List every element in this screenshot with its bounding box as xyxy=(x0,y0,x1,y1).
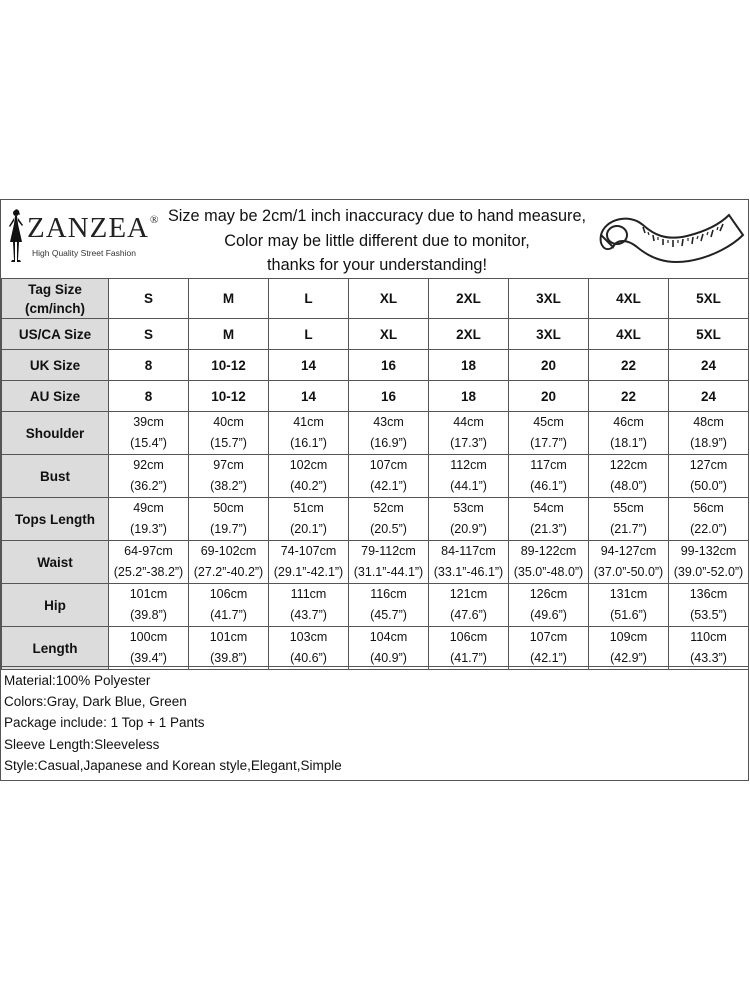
measure-inch: (21.3”) xyxy=(530,522,567,536)
measure-inch: (38.2”) xyxy=(210,479,247,493)
brand-tagline: High Quality Street Fashion xyxy=(32,248,136,258)
measure-cell xyxy=(109,627,189,670)
measure-cell xyxy=(669,455,749,498)
measure-inch: (43.7”) xyxy=(290,608,327,622)
measure-inch: (48.0”) xyxy=(610,479,647,493)
measure-cm: 51cm xyxy=(293,501,324,515)
measure-row xyxy=(2,412,749,455)
measure-cell xyxy=(269,541,349,584)
size-cell: 4XL xyxy=(589,279,669,319)
size-cell: 4XL xyxy=(589,319,669,350)
measure-cm: 92cm xyxy=(133,458,164,472)
measure-cm: 110cm xyxy=(690,630,727,644)
size-cell: XL xyxy=(349,319,429,350)
measure-inch: (40.9”) xyxy=(370,651,407,665)
measure-cell xyxy=(429,412,509,455)
measure-inch: (46.1”) xyxy=(530,479,567,493)
measure-cell xyxy=(509,584,589,627)
measure-cell xyxy=(269,498,349,541)
notice-line: Size may be 2cm/1 inch inaccuracy due to hand measure, xyxy=(167,207,587,225)
measure-cm: 40cm xyxy=(213,415,244,429)
row-label: UK Size xyxy=(2,350,109,381)
measure-inch: (19.3”) xyxy=(130,522,167,536)
measure-cell xyxy=(509,541,589,584)
measure-cell xyxy=(349,498,429,541)
measure-inch: (47.6”) xyxy=(450,608,487,622)
size-cell: L xyxy=(269,279,349,319)
measure-cell xyxy=(429,541,509,584)
measure-cell xyxy=(669,627,749,670)
measure-inch: (17.3”) xyxy=(450,436,487,450)
row-label: Bust xyxy=(2,455,109,498)
measure-inch: (15.7”) xyxy=(210,436,247,450)
measure-cell xyxy=(109,412,189,455)
measure-cell xyxy=(109,455,189,498)
measure-cell xyxy=(429,584,509,627)
measure-cell xyxy=(589,627,669,670)
measure-cell xyxy=(109,541,189,584)
measure-cm: 43cm xyxy=(373,415,404,429)
measure-cm: 79-112cm xyxy=(361,544,416,558)
measure-cell xyxy=(189,455,269,498)
measure-inch: (18.9”) xyxy=(690,436,727,450)
measure-inch: (50.0”) xyxy=(690,479,727,493)
measure-cm: 121cm xyxy=(449,587,488,601)
measure-cm: 41cm xyxy=(293,415,324,429)
size-cell: 2XL xyxy=(429,279,509,319)
measure-cell xyxy=(349,627,429,670)
measure-inch: (29.1”-42.1”) xyxy=(273,565,344,579)
measure-inch: (51.6”) xyxy=(610,608,647,622)
size-cell: 22 xyxy=(589,381,669,412)
measure-inch: (31.1”-44.1”) xyxy=(353,565,424,579)
measure-inch: (45.7”) xyxy=(370,608,407,622)
measure-cm: 39cm xyxy=(133,415,164,429)
measure-cm: 46cm xyxy=(613,415,644,429)
measure-inch: (16.1”) xyxy=(290,436,327,450)
measure-cell xyxy=(509,627,589,670)
measure-cm: 49cm xyxy=(133,501,164,515)
size-cell: M xyxy=(189,279,269,319)
row-label: Tops Length xyxy=(2,498,109,541)
measure-inch: (42.1”) xyxy=(530,651,567,665)
measure-cm: 106cm xyxy=(209,587,248,601)
row-label: Hip xyxy=(2,584,109,627)
size-cell: 24 xyxy=(669,381,749,412)
measure-cell xyxy=(349,455,429,498)
measure-inch: (44.1”) xyxy=(450,479,487,493)
size-cell: 3XL xyxy=(509,279,589,319)
measure-cm: 55cm xyxy=(613,501,644,515)
info-style: Style:Casual,Japanese and Korean style,Elegant,Simple xyxy=(4,757,342,773)
measure-inch: (39.0”-52.0”) xyxy=(673,565,744,579)
measure-cell xyxy=(589,412,669,455)
measure-cell xyxy=(669,412,749,455)
measure-cm: 74-107cm xyxy=(280,544,337,558)
measure-cm: 122cm xyxy=(609,458,648,472)
measure-cm: 56cm xyxy=(693,501,724,515)
measure-inch: (20.5”) xyxy=(370,522,407,536)
measure-inch: (49.6”) xyxy=(530,608,567,622)
size-cell: 10-12 xyxy=(189,381,269,412)
measure-inch: (42.9”) xyxy=(610,651,647,665)
row-label: US/CA Size xyxy=(2,319,109,350)
measure-cell xyxy=(189,412,269,455)
measure-cm: 99-132cm xyxy=(680,544,737,558)
measure-cm: 69-102cm xyxy=(200,544,257,558)
measure-cm: 107cm xyxy=(369,458,408,472)
measure-cm: 94-127cm xyxy=(600,544,657,558)
size-cell: 16 xyxy=(349,381,429,412)
measure-cell xyxy=(669,584,749,627)
size-cell: 20 xyxy=(509,381,589,412)
measure-cm: 136cm xyxy=(689,587,728,601)
measure-inch: (21.7”) xyxy=(610,522,647,536)
measure-cm: 48cm xyxy=(693,415,724,429)
measure-cell xyxy=(429,498,509,541)
measure-row xyxy=(2,455,749,498)
measure-cm: 100cm xyxy=(129,630,168,644)
measure-inch: (27.2”-40.2”) xyxy=(193,565,264,579)
info-colors: Colors:Gray, Dark Blue, Green xyxy=(4,694,187,710)
measure-inch: (20.1”) xyxy=(290,522,327,536)
measure-cm: 84-117cm xyxy=(441,544,496,558)
info-material: Material:100% Polyester xyxy=(4,673,151,688)
measure-inch: (40.2”) xyxy=(290,479,327,493)
row-label-line: Tag Size xyxy=(28,281,82,297)
measure-cm: 104cm xyxy=(369,630,408,644)
size-cell: 22 xyxy=(589,350,669,381)
size-cell: XL xyxy=(349,279,429,319)
measure-cm: 54cm xyxy=(533,501,564,515)
chart-header xyxy=(1,200,748,279)
measure-cell xyxy=(349,584,429,627)
measure-inch: (22.0”) xyxy=(690,522,727,536)
notice-line: thanks for your understanding! xyxy=(267,256,487,274)
measure-cell xyxy=(589,455,669,498)
size-cell: S xyxy=(109,279,189,319)
size-cell: 10-12 xyxy=(189,350,269,381)
product-info xyxy=(1,666,748,781)
measure-cm: 131cm xyxy=(609,587,648,601)
measure-cm: 126cm xyxy=(529,587,568,601)
measure-inch: (53.5”) xyxy=(690,608,727,622)
measuring-tape-icon xyxy=(595,205,747,275)
measure-inch: (20.9”) xyxy=(450,522,487,536)
measure-inch: (40.6”) xyxy=(290,651,327,665)
size-row xyxy=(2,350,749,381)
measure-cell xyxy=(589,584,669,627)
measure-cell xyxy=(429,455,509,498)
row-label: Length xyxy=(2,627,109,670)
measure-cell xyxy=(269,455,349,498)
measure-cm: 127cm xyxy=(689,458,728,472)
measure-cm: 89-122cm xyxy=(520,544,577,558)
measure-inch: (42.1”) xyxy=(370,479,407,493)
size-chart xyxy=(0,199,749,781)
size-cell: 8 xyxy=(109,350,189,381)
measure-cm: 116cm xyxy=(370,587,407,601)
measure-cm: 53cm xyxy=(453,501,484,515)
measure-cell xyxy=(269,584,349,627)
notice-line: Color may be little different due to monitor, xyxy=(224,231,530,250)
measure-cm: 102cm xyxy=(289,458,328,472)
row-label: Shoulder xyxy=(2,412,109,455)
info-package: Package include: 1 Top + 1 Pants xyxy=(4,715,205,731)
measure-cell xyxy=(509,455,589,498)
measure-cell xyxy=(669,541,749,584)
measure-cm: 97cm xyxy=(213,458,244,472)
tag-size-row xyxy=(2,279,749,319)
row-label: Waist xyxy=(2,541,109,584)
measure-cell xyxy=(429,627,509,670)
size-cell: 20 xyxy=(509,350,589,381)
measure-inch: (16.9”) xyxy=(370,436,407,450)
measure-inch: (15.4”) xyxy=(130,436,167,450)
size-cell: 24 xyxy=(669,350,749,381)
measure-row xyxy=(2,584,749,627)
row-label-line: (cm/inch) xyxy=(24,300,85,316)
measure-cell xyxy=(109,584,189,627)
measure-inch: (41.7”) xyxy=(210,608,247,622)
size-table xyxy=(1,278,749,670)
measure-inch: (39.8”) xyxy=(210,651,247,665)
row-label xyxy=(2,279,109,319)
measure-cell xyxy=(509,498,589,541)
measure-cell xyxy=(189,627,269,670)
measure-cell xyxy=(269,627,349,670)
measure-cm: 50cm xyxy=(213,501,244,515)
measure-inch: (43.3”) xyxy=(690,651,727,665)
measure-cm: 111cm xyxy=(290,587,327,601)
measure-cell xyxy=(189,498,269,541)
measure-cm: 64-97cm xyxy=(124,544,173,558)
measure-cm: 106cm xyxy=(449,630,488,644)
measure-inch: (19.7”) xyxy=(210,522,247,536)
measure-inch: (25.2”-38.2”) xyxy=(113,565,184,579)
measure-cell xyxy=(509,412,589,455)
measure-inch: (18.1”) xyxy=(610,436,647,450)
size-row xyxy=(2,319,749,350)
measure-cell xyxy=(349,541,429,584)
measure-cm: 101cm xyxy=(129,587,168,601)
notice-text xyxy=(163,204,591,278)
measure-cm: 109cm xyxy=(609,630,648,644)
measure-cm: 107cm xyxy=(529,630,568,644)
registered-mark: ® xyxy=(149,214,160,226)
measure-cell xyxy=(589,541,669,584)
row-label: AU Size xyxy=(2,381,109,412)
measure-cell xyxy=(349,412,429,455)
size-cell: 18 xyxy=(429,381,509,412)
size-cell: 14 xyxy=(269,350,349,381)
size-cell: 18 xyxy=(429,350,509,381)
measure-cell xyxy=(669,498,749,541)
measure-cm: 45cm xyxy=(533,415,564,429)
info-sleeve: Sleeve Length:Sleeveless xyxy=(4,736,160,752)
measure-inch: (35.0”-48.0”) xyxy=(513,565,584,579)
measure-row xyxy=(2,541,749,584)
size-cell: S xyxy=(109,319,189,350)
size-cell: 8 xyxy=(109,381,189,412)
brand-name: ZANZEA® xyxy=(27,212,160,244)
size-cell: M xyxy=(189,319,269,350)
measure-cm: 44cm xyxy=(453,415,484,429)
measure-cell xyxy=(189,584,269,627)
size-cell: 14 xyxy=(269,381,349,412)
measure-inch: (39.4”) xyxy=(130,651,167,665)
measure-inch: (39.8”) xyxy=(130,608,167,622)
fashion-figure-icon xyxy=(5,208,27,268)
measure-cm: 117cm xyxy=(530,458,567,472)
measure-row xyxy=(2,498,749,541)
measure-inch: (17.7”) xyxy=(530,436,567,450)
measure-cell xyxy=(189,541,269,584)
size-row xyxy=(2,381,749,412)
size-cell: 16 xyxy=(349,350,429,381)
measure-cell xyxy=(589,498,669,541)
measure-inch: (36.2”) xyxy=(130,479,167,493)
size-cell: 3XL xyxy=(509,319,589,350)
brand-logo xyxy=(5,206,160,272)
size-cell: 2XL xyxy=(429,319,509,350)
measure-inch: (41.7”) xyxy=(450,651,487,665)
size-cell: 5XL xyxy=(669,279,749,319)
measure-cm: 103cm xyxy=(289,630,328,644)
measure-cell xyxy=(109,498,189,541)
measure-cm: 101cm xyxy=(209,630,248,644)
size-cell: L xyxy=(269,319,349,350)
measure-cm: 112cm xyxy=(450,458,487,472)
measure-cm: 52cm xyxy=(373,501,404,515)
measure-cell xyxy=(269,412,349,455)
size-cell: 5XL xyxy=(669,319,749,350)
measure-inch: (33.1”-46.1”) xyxy=(433,565,504,579)
measure-row xyxy=(2,627,749,670)
measure-inch: (37.0”-50.0”) xyxy=(593,565,664,579)
